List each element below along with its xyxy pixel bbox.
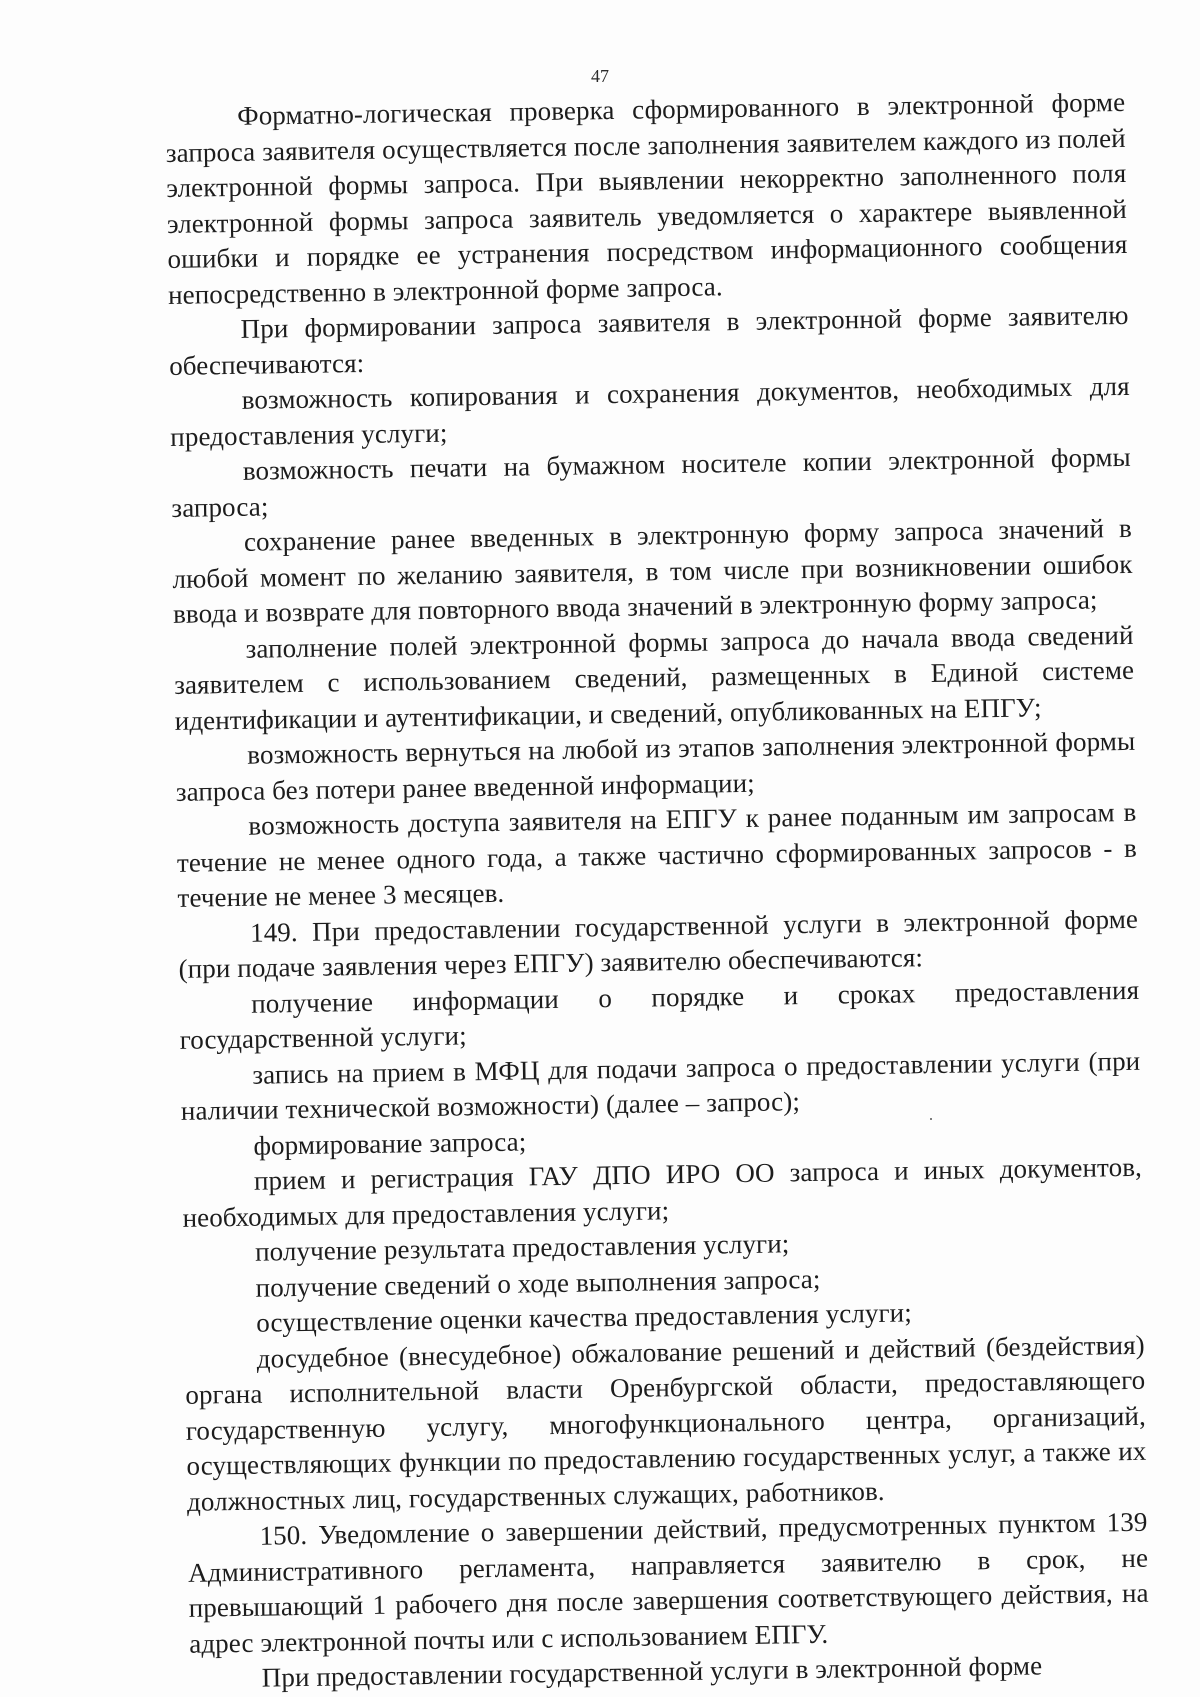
- paragraph-150: 150. Уведомление о завершении действий, предусмотренных пунктом 139 Административного регламента, направляется заявителю в срок, не превышающий 1 рабочего дня после завершения соответствующего действия, на адрес электронной почты или с использованием ЕПГУ.: [187, 1506, 1149, 1659]
- list-item-registration: прием и регистрация ГАУ ДПО ИРО ОО запроса и иных документов, необходимых для предоставления услуги;: [182, 1151, 1143, 1233]
- list-item-access-requests: возможность доступа заявителя на ЕПГУ к ранее поданным им запросам в течение не менее одного года, а также частично сформированных запросов - в течение не менее 3 месяцев.: [176, 796, 1138, 913]
- list-item-info: получение информации о порядке и сроках предоставления государственной услуги;: [179, 974, 1140, 1055]
- scan-speck: [930, 1118, 932, 1120]
- list-item-status: получение сведений о ходе выполнения запроса;: [255, 1263, 821, 1303]
- paragraph-149: 149. При предоставлении государственной услуги в электронной форме (при подаче заявления через ЕПГУ) заявителю обеспечиваются:: [178, 903, 1139, 984]
- list-item-forming: формирование запроса;: [253, 1125, 527, 1161]
- list-item-print: возможность печати на бумажном носителе копии электронной формы запроса;: [171, 441, 1131, 523]
- document-body: [165, 85, 1150, 1697]
- list-item-keep-values: сохранение ранее введенных в электронную форму запроса значений в любой момент по желанию заявителя, в том числе при возникновении ошибок ввода и возврате для повторного ввода значений в электронную форму запроса;: [172, 512, 1133, 629]
- page-number: 47: [591, 66, 609, 86]
- list-item-quality: осуществление оценки качества предоставления услуги;: [255, 1297, 913, 1338]
- list-item-copy-save: возможность копирования и сохранения документов, необходимых для предоставления услуги;: [170, 370, 1130, 452]
- paragraph-format-check: Форматно-логическая проверка сформированного в электронной форме запроса заявителя осуществляется после заполнения заявителем каждого из полей электронной формы запроса. При выявлении некорректно заполненного поля электронной формы запроса заявитель уведомляется о характере выявленной ошибки и порядке ее устранения посредством информационного сообщения непосредственно в электронной форме запроса.: [165, 86, 1128, 310]
- paragraph-request-forming: При формировании запроса заявителя в электронной форме заявителю обеспечиваются:: [168, 299, 1129, 381]
- list-item-result: получение результата предоставления услуги;: [254, 1228, 790, 1267]
- list-item-prefill: заполнение полей электронной формы запроса до начала ввода сведений заявителем с использованием сведений, размещенных в Единой системе идентификации и аутентификации, и сведений, опубликованных на ЕПГУ;: [173, 619, 1135, 736]
- list-item-mfc-appointment: запись на прием в МФЦ для подачи запроса о предоставлении услуги (при наличии технической возможности) (далее – запрос);: [180, 1045, 1141, 1126]
- list-item-appeal: досудебное (внесудебное) обжалование решений и действий (бездействия) органа исполнительной власти Оренбургской области, предоставляющего государственную услугу, многофункционального центра, организаций, осуществляющих функции по предоставлению государственных услуг, а также их должностных лиц, государственных служащих, работников.: [185, 1329, 1147, 1517]
- list-item-return-step: возможность вернуться на любой из этапов заполнения электронной формы запроса без потери ранее введенной информации;: [175, 725, 1136, 807]
- paragraph-continuation: При предоставлении государственной услуги в электронной форме: [261, 1650, 1043, 1693]
